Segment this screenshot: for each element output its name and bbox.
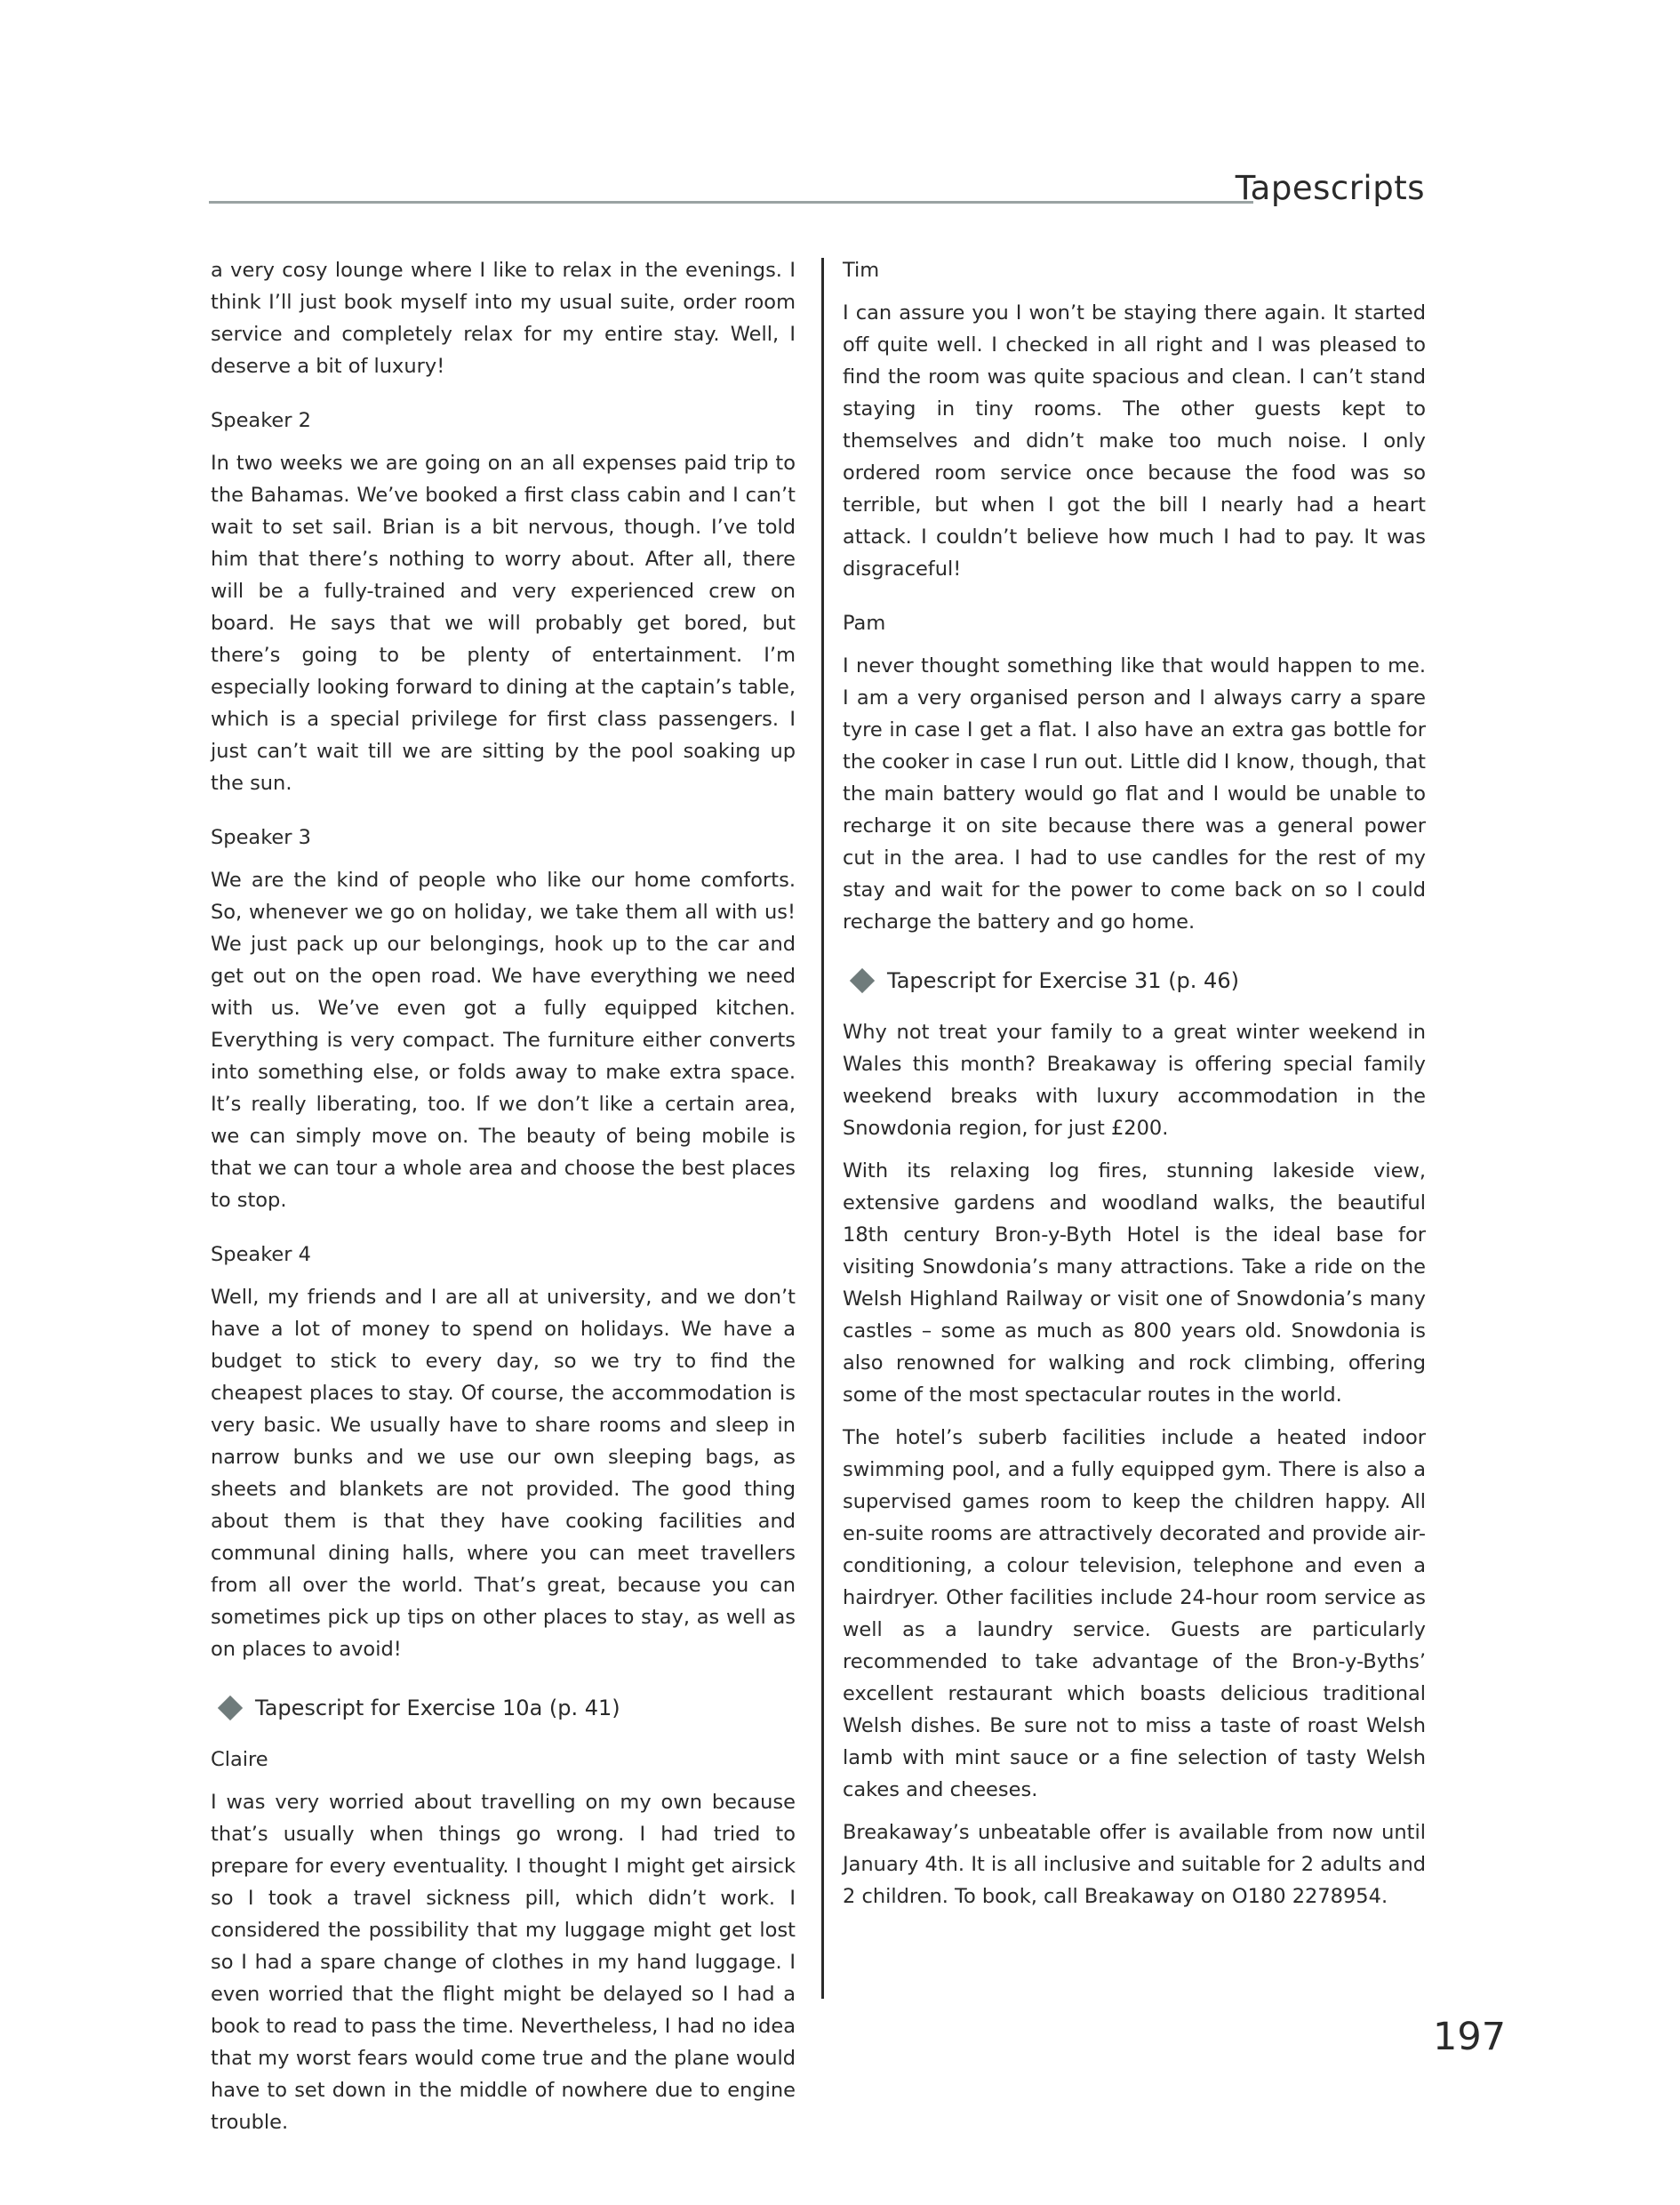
intro-paragraph: a very cosy lounge where I like to relax in the evenings. I think I’ll just book myself into my usual suite, order room service and completely relax for my entire stay. Well, I deserve a bit of luxury! bbox=[211, 259, 796, 378]
section-heading-31 bbox=[843, 965, 1426, 997]
pam-heading: Pam bbox=[843, 612, 886, 635]
page-header-title: Tapescripts bbox=[1235, 169, 1425, 207]
speaker-3-text: We are the kind of people who like our home comforts. So, whenever we go on holiday, we take them all with us! We just pack up our belongings, hook up to the car and get out on the open road. We have everything we need with us. We’ve even got a fully equipped kitchen. Everything is very compact. The furniture either converts into something else, or folds away to make extra space. It’s really liberating, too. If we don’t like a certain area, we can simply move on. The beauty of being mobile is that we can tour a whole area and choose the best places to stop. bbox=[211, 869, 796, 1212]
exercise-31-paragraph-1: Why not treat your family to a great winter weekend in Wales this month? Breakaway is offering special family weekend breaks with luxury accommodation in the Snowdonia region, for just £200. bbox=[843, 1021, 1426, 1140]
left-column bbox=[211, 254, 796, 2149]
tim-heading: Tim bbox=[843, 259, 880, 282]
claire-text: I was very worried about travelling on my own because that’s usually when things go wrong. I had tried to prepare for every eventuality. I thought I might get airsick so I took a travel sickness pill, which didn’t work. I considered the possibility that my luggage might get lost so I had a spare change of clothes in my hand luggage. I even worried that the flight might be delayed so I had a book to read to pass the time. Nevertheless, I had no idea that my worst fears would come true and the plane would have to set down in the middle of nowhere due to engine trouble. bbox=[211, 1791, 796, 2134]
exercise-31-paragraph-3: The hotel’s suberb facilities include a heated indoor swimming pool, and a fully equipped gym. There is also a supervised games room to keep the children happy. All en-suite rooms are attractively decorated and provide air-conditioning, a colour television, telephone and even a hairdryer. Other facilities include 24-hour room service as well as a laundry service. Guests are particularly recommended to take advantage of the Bron-y-Byths’ excellent restaurant which boasts delicious traditional Welsh dishes. Be sure not to miss a taste of roast Welsh lamb with mint sauce or a fine selection of tasty Welsh cakes and cheeses. bbox=[843, 1426, 1426, 1801]
exercise-31-paragraph-2: With its relaxing log fires, stunning lakeside view, extensive gardens and woodland walks, the beautiful 18th century Bron-y-Byth Hotel is the ideal base for visiting Snowdonia’s many attractions. Take a ride on the Welsh Highland Railway or visit one of Snowdonia’s many castles – some as much as 800 years old. Snowdonia is also renowned for walking and rock climbing, offering some of the most spectacular routes in the world. bbox=[843, 1159, 1426, 1407]
speaker-2-text: In two weeks we are going on an all expenses paid trip to the Bahamas. We’ve booked a first class cabin and I can’t wait to set sail. Brian is a bit nervous, though. I’ve told him that there’s nothing to worry about. After all, there will be a fully-trained and very experienced crew on board. He says that we will probably get bored, but there’s going to be plenty of entertainment. I’m especially looking forward to dining at the captain’s table, which is a special privilege for first class passengers. I just can’t wait till we are sitting by the pool soaking up the sun. bbox=[211, 452, 796, 795]
diamond-bullet-icon bbox=[850, 968, 875, 993]
speaker-4-text: Well, my friends and I are all at university, and we don’t have a lot of money to spend on holidays. We have a budget to stick to every day, so we try to find the cheapest places to stay. Of course, the accommodation is very basic. We usually have to share rooms and sleep in narrow bunks and we use our own sleeping bags, as sheets and blankets are not provided. The good thing about them is that they have cooking facilities and communal dining halls, where you can meet travellers from all over the world. That’s great, because you can sometimes pick up tips on other places to stay, as well as on places to avoid! bbox=[211, 1286, 796, 1661]
section-heading-10a bbox=[211, 1692, 796, 1724]
section-heading-10a-label: Tapescript for Exercise 10a (p. 41) bbox=[255, 1696, 620, 1720]
right-column bbox=[843, 254, 1426, 1923]
exercise-31-paragraph-4: Breakaway’s unbeatable offer is available from now until January 4th. It is all inclusive and suitable for 2 adults and 2 children. To book, call Breakaway on O180 2278954. bbox=[843, 1821, 1426, 1908]
diamond-bullet-icon bbox=[218, 1696, 243, 1720]
section-heading-31-label: Tapescript for Exercise 31 (p. 46) bbox=[887, 968, 1239, 993]
pam-text: I never thought something like that would happen to me. I am a very organised person and I always carry a spare tyre in case I get a flat. I also have an extra gas bottle for the cooker in case I run out. Little did I know, though, that the main battery would go flat and I would be unable to recharge it on site because there was a general power cut in the area. I had to use candles for the rest of my stay and wait for the power to come back on so I could recharge the battery and go home. bbox=[843, 654, 1426, 934]
speaker-4-heading: Speaker 4 bbox=[211, 1243, 311, 1266]
speaker-2-heading: Speaker 2 bbox=[211, 409, 311, 432]
claire-heading: Claire bbox=[211, 1748, 268, 1771]
speaker-3-heading: Speaker 3 bbox=[211, 826, 311, 849]
page-number: 197 bbox=[1433, 2015, 1507, 2059]
tim-text: I can assure you I won’t be staying there again. It started off quite well. I checked in all right and I was pleased to find the room was quite spacious and clean. I can’t stand staying in tiny rooms. The other guests kept to themselves and didn’t make too much noise. I only ordered room service once because the food was so terrible, but when I got the bill I nearly had a heart attack. I couldn’t believe how much I had to pay. It was disgraceful! bbox=[843, 301, 1426, 581]
column-divider bbox=[821, 258, 824, 1999]
header-rule bbox=[209, 201, 1253, 204]
